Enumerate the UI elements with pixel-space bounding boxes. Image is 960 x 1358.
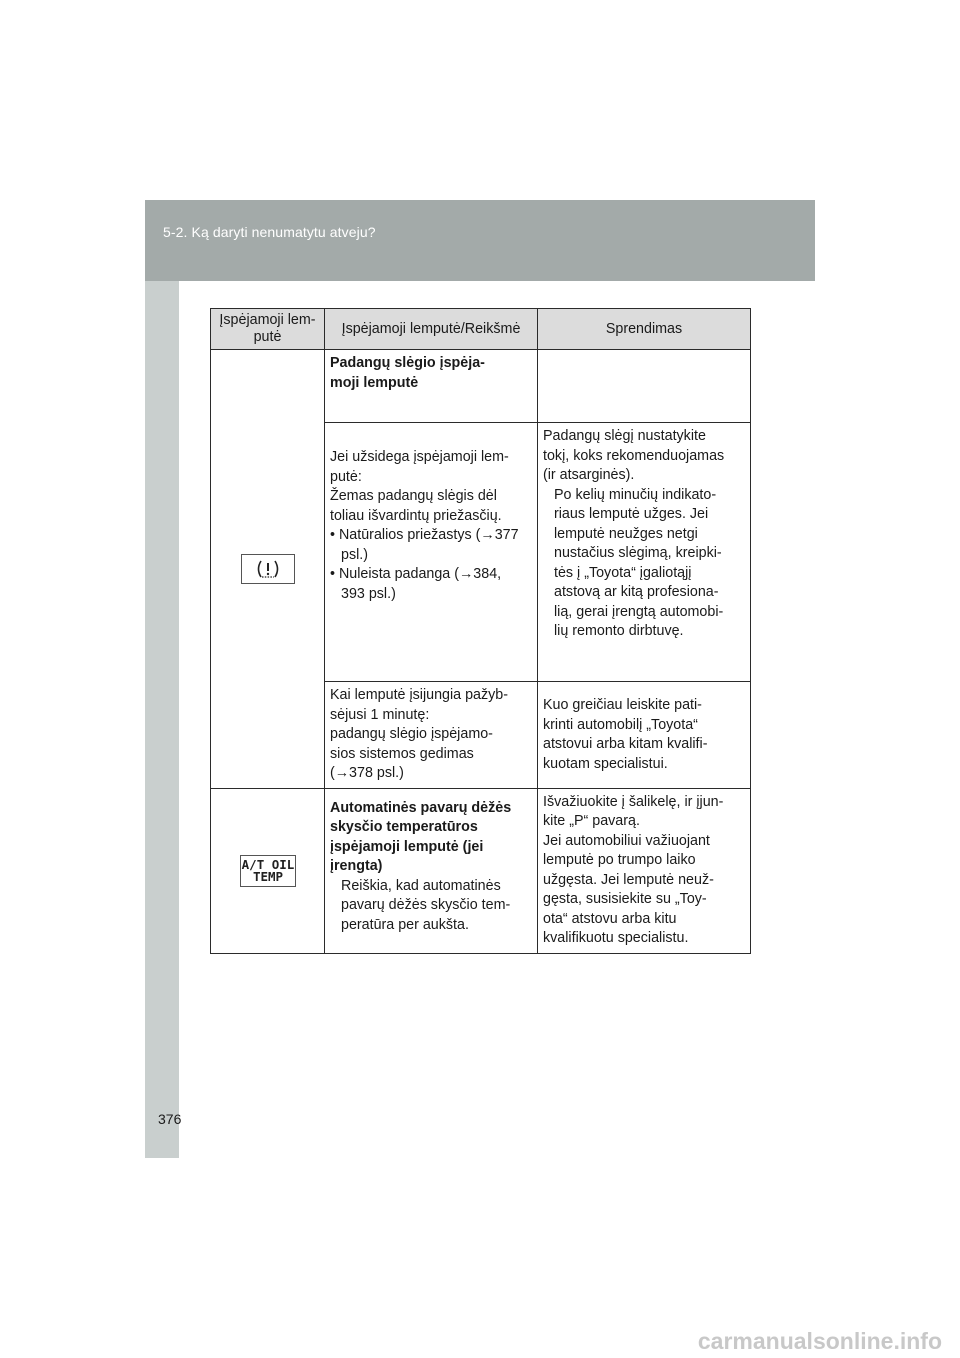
section-header: 5-2. Ką daryti nenumatytu atveju? xyxy=(163,224,376,240)
tire-pressure-solution-cell: Padangų slėgį nustatykite tokį, koks rekomenduojamas (ir atsarginės). Po kelių minučių indikato- riaus lemputė užges. Jei lemputė neužges netgi nustačius slėgimą, kreipki- tės į „Toyota“ įgaliotąjį atstovą ar kitą profesiona- lią, gerai įrengtą automobi- lių remonto dirbtuvę. xyxy=(538,423,751,682)
side-band xyxy=(145,200,182,1158)
col-header-lamp: Įspėjamoji lem- putė xyxy=(211,309,325,350)
header-band xyxy=(145,200,815,281)
col-header-meaning: Įspėjamoji lemputė/Reikšmė xyxy=(325,309,538,350)
col-header-solution: Sprendimas xyxy=(538,309,751,350)
watermark: carmanualsonline.info xyxy=(697,1328,942,1354)
tire-pressure-lamp-cell xyxy=(211,350,325,789)
tpms-malfunction-meaning-cell: Kai lemputė įsijungia pažyb- sėjusi 1 minutę: padangų slėgio įspėjamo- sios sistemos gedimas (→378 psl.) xyxy=(325,682,538,789)
page-number: 376 xyxy=(158,1111,182,1127)
table-row xyxy=(211,350,751,423)
tire-pressure-title-cell: Padangų slėgio įspėja- moji lemputė xyxy=(325,350,538,423)
empty-cell xyxy=(538,350,751,423)
tpms-malfunction-solution-cell: Kuo greičiau leiskite pati- krinti automobilį „Toyota“ atstovui arba kitam kvalifi- kuotam specialistui. xyxy=(538,682,751,789)
atoil-solution-cell: Išvažiuokite į šalikelę, ir įjun- kite „P“ pavarą. Jei automobiliui važiuojant lemputė po trumpo laiko užgęsta. Jei lemputė neuž- gęsta, susisiekite su „Toy- ota“ atstovu arba kitu kvalifikuotu specialistu. xyxy=(538,788,751,953)
warning-lights-table xyxy=(210,308,751,954)
table-header-row xyxy=(211,309,751,350)
atoil-meaning-cell: Automatinės pavarų dėžės skysčio temperatūros įspėjamoji lemputė (jei įrengta) Reiškia, kad automatinės pavarų dėžės skysčio tem- peratūra per aukšta. xyxy=(325,788,538,953)
tire-pressure-warning-icon xyxy=(241,554,295,584)
at-oil-temp-warning-icon: A/T OIL TEMP xyxy=(240,855,296,887)
atoil-lamp-cell xyxy=(211,788,325,953)
table-row xyxy=(211,788,751,953)
tire-pressure-meaning-cell: Jei užsidega įspėjamoji lem- putė: Žemas padangų slėgis dėl toliau išvardintų priežasčių. • Natūralios priežastys (→377 psl.) • Nuleista padanga (→384, 393 psl.) xyxy=(325,423,538,682)
